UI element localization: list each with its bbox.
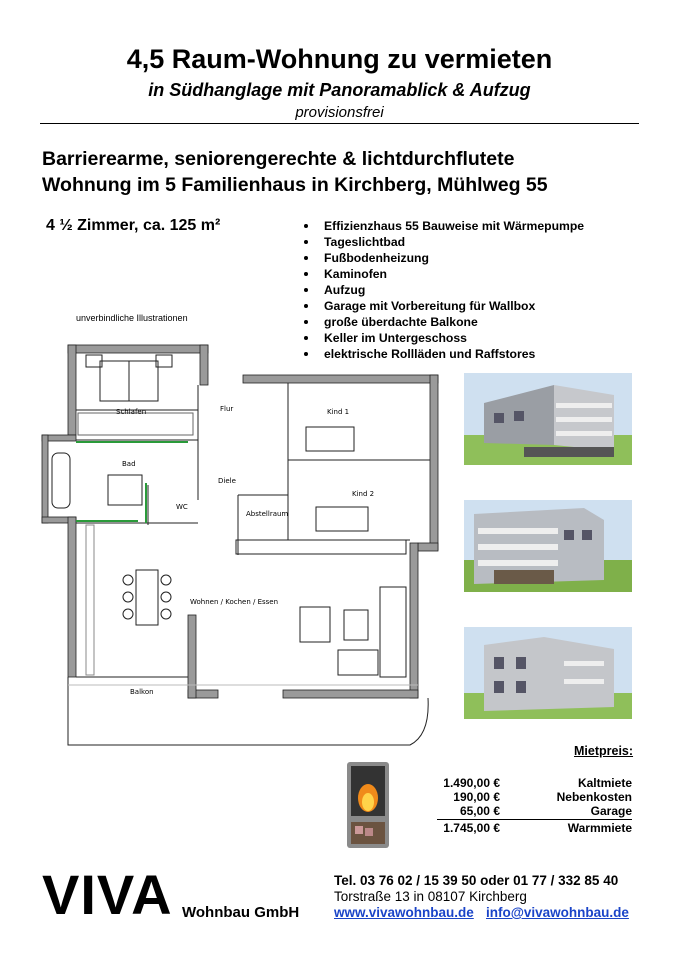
building-rendering-1 — [464, 373, 632, 465]
wall — [68, 517, 76, 677]
room-label-kind1: Kind 1 — [327, 408, 350, 416]
price-amount-cold-rent: 1.490,00 € — [443, 776, 500, 790]
wall — [68, 345, 208, 353]
wall — [418, 543, 438, 551]
building-rendering-2 — [464, 500, 632, 592]
feature-item: Aufzug — [302, 282, 584, 298]
illustration-note: unverbindliche Illustrationen — [76, 313, 188, 323]
rooms-summary: 4 ½ Zimmer, ca. 125 m² — [46, 217, 221, 234]
page-title: 4,5 Raum-Wohnung zu vermieten — [126, 44, 553, 74]
feature-item: Keller im Untergeschoss — [302, 330, 584, 346]
bullet-icon — [304, 304, 308, 308]
feature-item: Tageslichtbad — [302, 234, 584, 250]
wall — [68, 345, 76, 435]
headline-line-2: Wohnung im 5 Familienhaus in Kirchberg, Mühlweg 55 — [42, 174, 548, 196]
room-label-wc: WC — [176, 503, 188, 511]
website-link[interactable]: www.vivawohnbau.de — [334, 905, 474, 920]
feature-item: große überdachte Balkone — [302, 314, 584, 330]
room-label-flur: Flur — [220, 405, 234, 413]
room-label-bad: Bad — [122, 460, 136, 468]
fireplace-stove-image — [341, 760, 395, 850]
feature-item: Fußbodenheizung — [302, 250, 584, 266]
feature-item: elektrische Rollläden und Raffstores — [302, 346, 584, 362]
bullet-icon — [304, 240, 308, 244]
email-link[interactable]: info@vivawohnbau.de — [486, 905, 629, 920]
room-label-diele: Diele — [218, 477, 236, 485]
room-label-wohnen: Wohnen / Kochen / Essen — [190, 598, 279, 606]
feature-item: Kaminofen — [302, 266, 584, 282]
building-rendering-3 — [464, 627, 632, 719]
price-heading: Mietpreis: — [574, 744, 634, 758]
price-amount-total: 1.745,00 € — [443, 821, 500, 835]
page-subtitle: in Südhanglage mit Panoramablick & Aufzug — [148, 80, 531, 100]
header-divider — [40, 123, 639, 124]
wall — [42, 435, 48, 523]
price-name-total: Warmmiete — [567, 821, 632, 835]
company-logo-text: VIVA — [42, 863, 173, 926]
wall — [410, 543, 418, 698]
bullet-icon — [304, 288, 308, 292]
price-name-cold-rent: Kaltmiete — [577, 776, 632, 790]
bullet-icon — [304, 224, 308, 228]
wall — [200, 345, 208, 385]
room-label-schlafen: Schlafen — [116, 408, 147, 416]
wall — [243, 375, 438, 383]
feature-item: Effizienzhaus 55 Bauweise mit Wärmepumpe — [302, 218, 584, 234]
wall — [188, 615, 196, 698]
headline-line-1: Barrierearme, seniorengerechte & lichtdurchflutete — [42, 148, 515, 170]
wall — [283, 690, 418, 698]
price-amount-garage: 65,00 € — [459, 804, 500, 818]
price-divider — [437, 819, 632, 820]
commission-note: provisionsfrei — [295, 104, 384, 121]
price-amount-utilities: 190,00 € — [453, 790, 500, 804]
feature-item: Garage mit Vorbereitung für Wallbox — [302, 298, 584, 314]
room-label-abstellraum: Abstellraum — [246, 510, 289, 518]
contact-phone: Tel. 03 76 02 / 15 39 50 oder 01 77 / 332 85 40 — [334, 873, 619, 888]
room-label-kind2: Kind 2 — [352, 490, 375, 498]
price-name-utilities: Nebenkosten — [556, 790, 632, 804]
room-label-balkon: Balkon — [130, 688, 154, 696]
contact-address: Torstraße 13 in 08107 Kirchberg — [334, 889, 527, 904]
company-suffix: Wohnbau GmbH — [182, 904, 300, 921]
wall — [430, 375, 438, 550]
bullet-icon — [304, 272, 308, 276]
bullet-icon — [304, 320, 308, 324]
bullet-icon — [304, 256, 308, 260]
price-name-garage: Garage — [590, 804, 632, 818]
floor-plan — [38, 325, 448, 755]
